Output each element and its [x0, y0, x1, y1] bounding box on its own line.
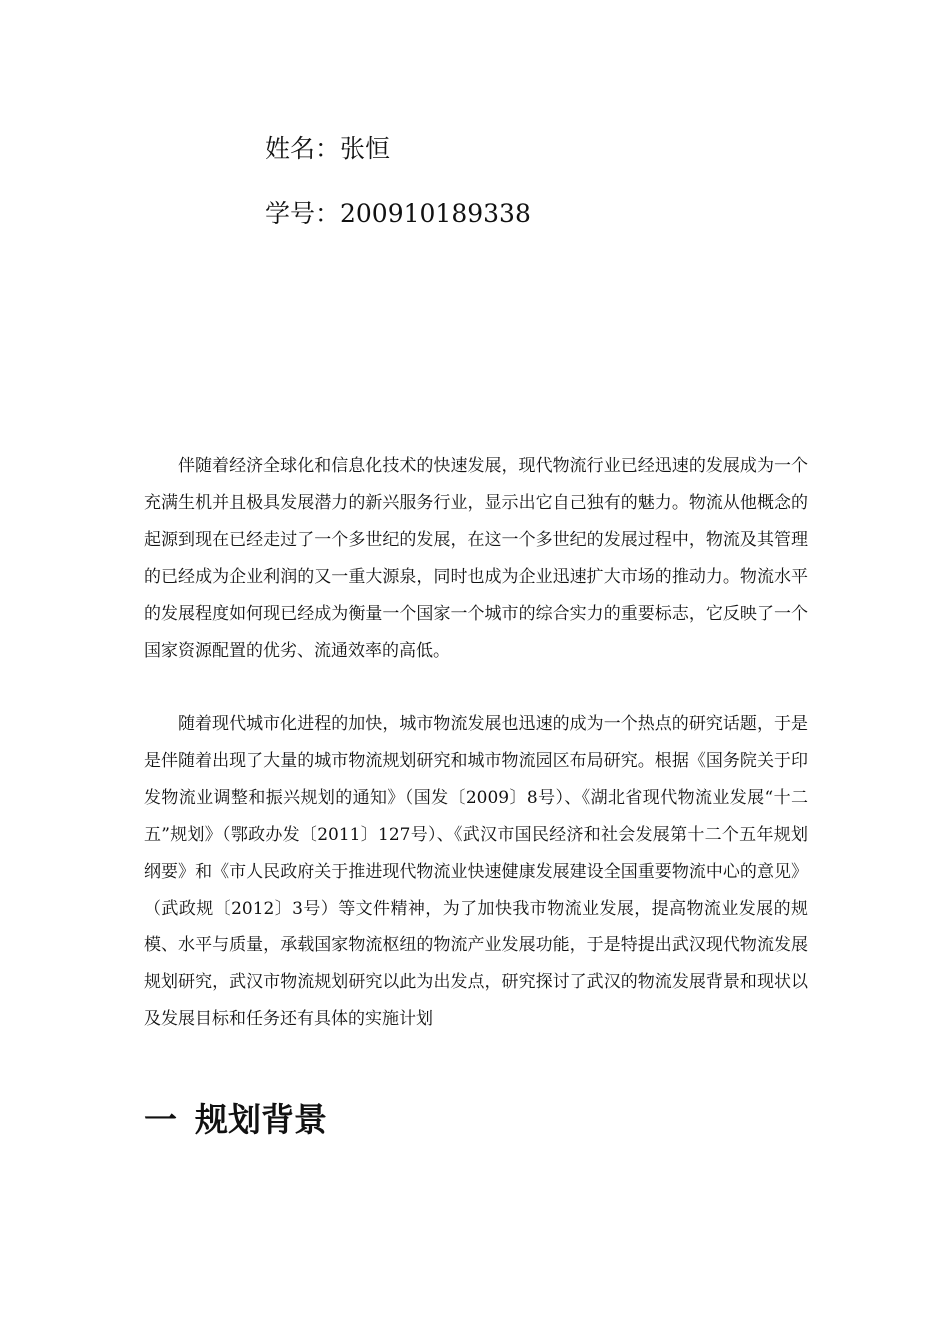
- student-id: 学号：200910189338: [265, 199, 531, 228]
- section-heading: [144, 1098, 327, 1142]
- body-paragraph-1: 伴随着经济全球化和信息化技术的快速发展，现代物流行业已经迅速的发展成为一个充满生机并且极具发展潜力的新兴服务行业，显示出它自己独有的魅力。物流从他概念的起源到现在已经走过了一个多世纪的发展，在这一个多世纪的发展过程中，物流及其管理的已经成为企业利润的又一重大源泉，同时也成为企业迅速扩大市场的推动力。物流水平的发展程度如何现已经成为衡量一个国家一个城市的综合实力的重要标志，它反映了一个国家资源配置的优劣、流通效率的高低。: [144, 456, 808, 661]
- author-name: 姓名：张恒: [265, 134, 391, 163]
- section-title: 规划背景: [195, 1100, 327, 1139]
- section-number: 一: [144, 1100, 177, 1139]
- body-paragraph-2: 随着现代城市化进程的加快，城市物流发展也迅速的成为一个热点的研究话题，于是是伴随着出现了大量的城市物流规划研究和城市物流园区布局研究。根据《国务院关于印发物流业调整和振兴规划的通知》（国发〔2009〕8号）、《湖北省现代物流业发展“十二五”规划》（鄂政办发〔2011〕127号）、《武汉市国民经济和社会发展第十二个五年规划纲要》和《市人民政府关于推进现代物流业快速健康发展建设全国重要物流中心的意见》（武政规〔2012〕3号）等文件精神，为了加快我市物流业发展，提高物流业发展的规模、水平与质量，承载国家物流枢纽的物流产业发展功能，于是特提出武汉现代物流发展规划研究，武汉市物流规划研究以此为出发点，研究探讨了武汉的物流发展背景和现状以及发展目标和任务还有具体的实施计划: [144, 714, 808, 1030]
